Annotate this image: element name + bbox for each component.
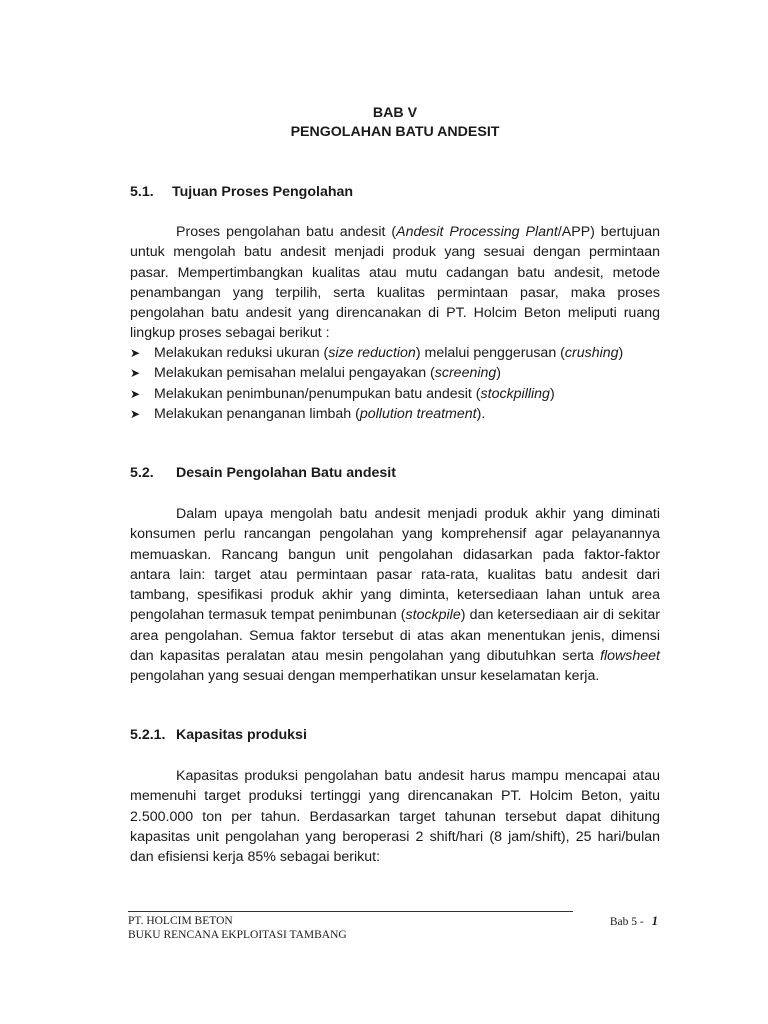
- text-run: ): [549, 385, 555, 402]
- footer-divider: [128, 911, 573, 912]
- text-run: ).: [476, 405, 486, 422]
- text-run-italic: stockpilling: [480, 385, 550, 402]
- text-run: ) melalui penggerusan (: [415, 345, 565, 361]
- section-5-2-1-paragraph: Kapasitas produksi pengolahan batu andesit harus mampu mencapai atau memenuhi target produksi tertinggi yang direncanakan PT. Holcim Beton, yaitu 2.500.000 ton per tahun. Berdasarkan target tahunan tersebut dapat dihitung kapasitas unit pengolahan yang beroperasi 2 shift/hari (8 jam/shift), 25 hari/bulan dan efisiensi kerja 85% sebagai berikut:: [130, 768, 660, 866]
- section-5-2-1-heading: [130, 725, 307, 745]
- arrow-bullet-icon: ➤: [130, 346, 141, 360]
- section-number: 5.2.: [130, 465, 154, 481]
- footer-chapter-ref: Bab 5 -: [609, 916, 644, 928]
- text-run: Melakukan pemisahan melalui pengayakan (: [154, 365, 435, 382]
- section-title: Tujuan Proses Pengolahan: [172, 184, 354, 200]
- section-5-2-heading: [130, 463, 396, 483]
- text-run: pengolahan yang sesuai dengan memperhatikan unsur keselamatan kerja.: [130, 668, 600, 685]
- text-run: ): [496, 365, 502, 382]
- footer-company: PT. HOLCIM BETON: [128, 915, 233, 927]
- page-footer: [128, 914, 658, 942]
- arrow-bullet-icon: ➤: [130, 366, 141, 381]
- section-number: 5.1.: [130, 184, 154, 200]
- list-item: [130, 363, 660, 383]
- section-5-2-paragraph: [130, 504, 660, 687]
- arrow-bullet-icon: ➤: [130, 406, 141, 421]
- text-run: ): [618, 345, 624, 361]
- footer-book-title: BUKU RENCANA EKPLOITASI TAMBANG: [128, 929, 347, 941]
- text-run: ) dan ketersediaan air di sekitar area pengolahan. Semua faktor tersebut di atas akan menentukan jenis, dimensi dan kapasitas peralatan atau mesin pengolahan yang dibutuhkan serta: [130, 607, 660, 665]
- section-5-1-heading: [130, 182, 353, 202]
- chapter-title: PENGOLAHAN BATU ANDESIT: [290, 124, 500, 140]
- text-run: Melakukan penimbunan/penumpukan batu andesit (: [154, 385, 481, 402]
- section-title: Kapasitas produksi: [176, 727, 307, 743]
- text-run-italic: pollution treatment: [359, 405, 477, 422]
- section-number: 5.2.1.: [130, 727, 166, 743]
- text-run: /APP) bertujuan untuk mengolah batu andesit menjadi produk yang sesuai dengan permintaan pasar. Mempertimbangkan kualitas atau mutu cadangan batu andesit, metode penambangan yang terpilih, serta kualitas permintaan pasar, maka proses pengolahan batu andesit yang direncanakan di PT. Holcim Beton meliputi ruang lingkup proses sebagai berikut :: [130, 224, 660, 342]
- section-title: Desain Pengolahan Batu andesit: [176, 465, 396, 481]
- text-run-italic: stockpile: [405, 607, 461, 624]
- text-run-italic: screening: [434, 365, 497, 382]
- text-run-italic: Andesit Processing Plant: [396, 224, 558, 240]
- text-run-italic: crushing: [564, 345, 619, 361]
- footer-page-ref: [610, 914, 658, 929]
- text-run: Proses pengolahan batu andesit (: [176, 224, 397, 240]
- list-item: [130, 404, 660, 424]
- list-item: [130, 384, 660, 404]
- text-run: Dalam upaya mengolah batu andesit menjadi produk akhir yang diminati konsumen perlu rancangan pengolahan yang komprehensif agar pelayanannya memuaskan. Rancang bangun unit pengolahan didasarkan pada faktor-faktor antara lain: target atau permintaan pasar rata-rata, kualitas batu andesit dari tambang, spesifikasi produk akhir yang diminta, ketersediaan lahan untuk area pengolahan termasuk tempat penimbunan (: [130, 506, 660, 624]
- section-5-1-paragraph: [130, 222, 660, 344]
- process-scope-list: [130, 343, 660, 424]
- chapter-label: BAB V: [372, 105, 418, 121]
- text-run: Melakukan reduksi ukuran (: [154, 345, 329, 361]
- list-item: [130, 343, 660, 363]
- arrow-bullet-icon: ➤: [130, 386, 141, 401]
- text-run-italic: size reduction: [328, 345, 416, 361]
- text-run-italic: flowsheet: [600, 648, 660, 665]
- text-run: Melakukan penanganan limbah (: [154, 405, 360, 422]
- page-number: 1: [651, 914, 658, 928]
